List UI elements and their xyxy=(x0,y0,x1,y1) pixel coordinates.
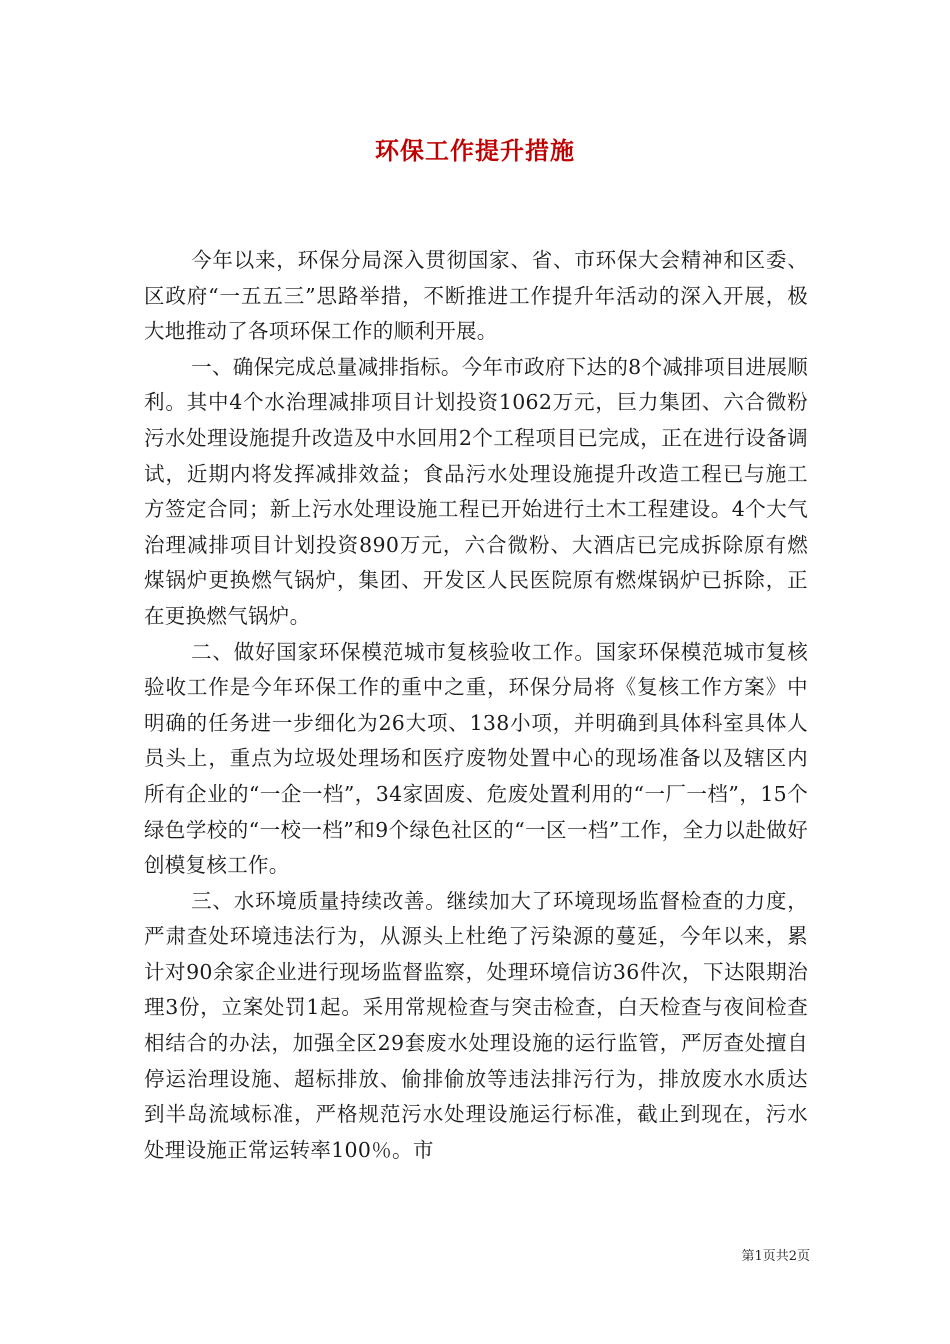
document-body xyxy=(144,243,808,1168)
document-title: 环保工作提升措施 xyxy=(375,137,575,165)
paragraph-section-2: 二、做好国家环保模范城市复核验收工作。国家环保模范城市复核验收工作是今年环保工作的重中之重，环保分局将《复核工作方案》中明确的任务进一步细化为26大项、138小项，并明确到具体科室具体人员头上，重点为垃圾处理场和医疗废物处置中心的现场准备以及辖区内所有企业的“一企一档”，34家固废、危废处置利用的“一厂一档”，15个绿色学校的“一校一档”和9个绿色社区的“一区一档”工作，全力以赴做好创模复核工作。 xyxy=(144,639,808,878)
paragraph-section-1: 一、确保完成总量减排指标。今年市政府下达的8个减排项目进展顺利。其中4个水治理减排项目计划投资1062万元，巨力集团、六合微粉污水处理设施提升改造及中水回用2个工程项目已完成，正在进行设备调试，近期内将发挥减排效益；食品污水处理设施提升改造工程已与施工方签定合同；新上污水处理设施工程已开始进行土木工程建设。4个大气治理减排项目计划投资890万元，六合微粉、大酒店已完成拆除原有燃煤锅炉更换燃气锅炉，集团、开发区人民医院原有燃煤锅炉已拆除，正在更换燃气锅炉。 xyxy=(144,354,808,628)
paragraph-section-3: 三、水环境质量持续改善。继续加大了环境现场监督检查的力度，严肃查处环境违法行为，从源头上杜绝了污染源的蔓延，今年以来，累计对90余家企业进行现场监督监察，处理环境信访36件次，下达限期治理3份，立案处罚1起。采用常规检查与突击检查，白天检查与夜间检查相结合的办法，加强全区29套废水处理设施的运行监管，严厉查处擅自停运治理设施、超标排放、偷排偷放等违法排污行为，排放废水水质达到半岛流域标准，严格规范污水处理设施运行标准，截止到现在，污水处理设施正常运转率100％。市 xyxy=(144,888,808,1162)
page-number: 第1页共2页 xyxy=(741,1249,810,1264)
paragraph-intro: 今年以来，环保分局深入贯彻国家、省、市环保大会精神和区委、区政府“一五五三”思路举措，不断推进工作提升年活动的深入开展，极大地推动了各项环保工作的顺利开展。 xyxy=(144,248,808,344)
